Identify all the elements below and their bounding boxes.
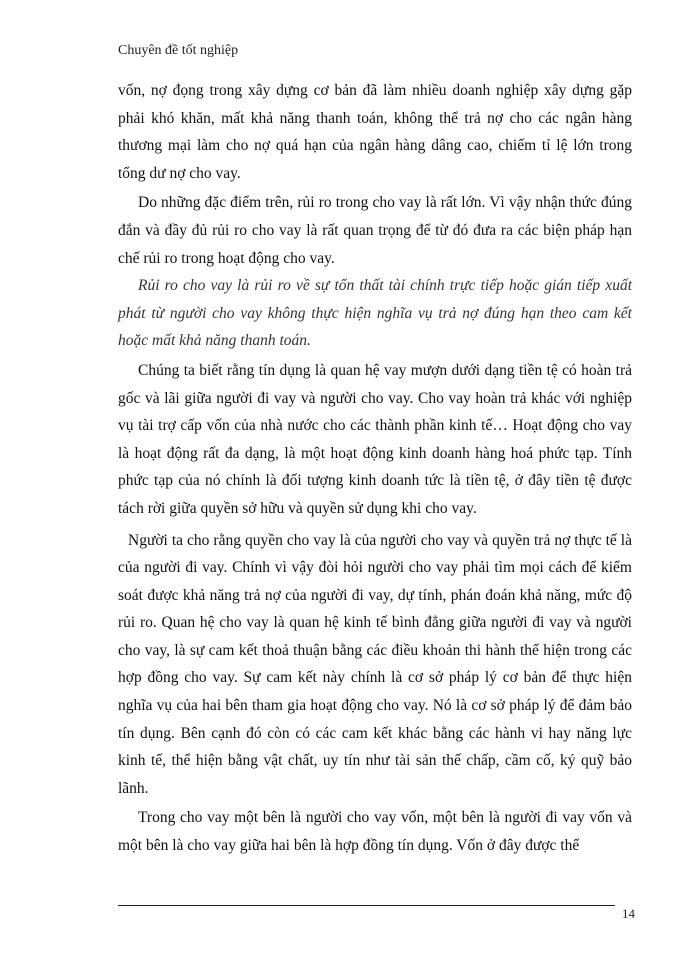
body-paragraph: vốn, nợ đọng trong xây dựng cơ bản đã làm nhiều doanh nghiệp xây dựng gặp phải khó khăn, mất khả năng thanh toán, không thể trả nợ cho các ngân hàng thương mại làm cho nợ quá hạn của ngân hàng dâng cao, chiếm tỉ lệ lớn trong tổng dư nợ cho vay.	[118, 82, 632, 182]
definition-paragraph: Rủi ro cho vay là rủi ro về sự tổn thất tài chính trực tiếp hoặc gián tiếp xuất phát từ người cho vay không thực hiện nghĩa vụ trả nợ đúng hạn theo cam kết hoặc mất khả năng thanh toán.	[118, 277, 632, 350]
body-paragraph: Người ta cho rằng quyền cho vay là của người cho vay và quyền trả nợ thực tế là của người đi vay. Chính vì vậy đòi hỏi người cho vay phải tìm mọi cách để kiểm soát được khả năng trả nợ của người đi vay, dự tính, phán đoán khả năng, mức độ rủi ro. Quan hệ cho vay là quan hệ kinh tế bình đẳng giữa người đi vay và người cho vay, là sự cam kết thoả thuận bằng các điều khoản thi hành thể hiện trong các hợp đồng cho vay. Sự cam kết này chính là cơ sở pháp lý cơ bản để thực hiện nghĩa vụ của hai bên tham gia hoạt động cho vay. Nó là cơ sở pháp lý để đảm bảo tín dụng. Bên cạnh đó còn có các cam kết khác bằng các hành vi hay năng lực kinh tế, thể hiện bằng vật chất, uy tín như tài sản thế chấp, cầm cố, ký quỹ bảo lãnh.	[118, 531, 632, 797]
body-paragraph: Chúng ta biết rằng tín dụng là quan hệ vay mượn dưới dạng tiền tệ có hoàn trả gốc và lãi giữa người đi vay và người cho vay. Cho vay hoàn trả khác với nghiệp vụ tài trợ cấp vốn của nhà nước cho các thành phần kinh tế… Hoạt động cho vay là hoạt động rất đa dạng, là một hoạt động kinh doanh hàng hoá phức tạp. Tính phức tạp của nó chính là đối tượng kinh doanh tức là tiền tệ, ở đây tiền tệ được tách rời giữa quyền sở hữu và quyền sử dụng khi cho vay.	[118, 361, 632, 517]
body-paragraph: Do những đặc điểm trên, rủi ro trong cho vay là rất lớn. Vì vậy nhận thức đúng đắn và đầy đủ rủi ro cho vay là rất quan trọng để từ đó đưa ra các biện pháp hạn chế rủi ro trong hoạt động cho vay.	[118, 194, 632, 267]
document-body	[118, 77, 632, 860]
page-header: Chuyên đề tốt nghiệp	[118, 43, 239, 58]
body-paragraph: Trong cho vay một bên là người cho vay vốn, một bên là người đi vay vốn và một bên là cho vay giữa hai bên là hợp đồng tín dụng. Vốn ở đây được thể	[118, 809, 632, 855]
footer-divider	[118, 905, 615, 906]
page-number: 14	[622, 906, 635, 921]
